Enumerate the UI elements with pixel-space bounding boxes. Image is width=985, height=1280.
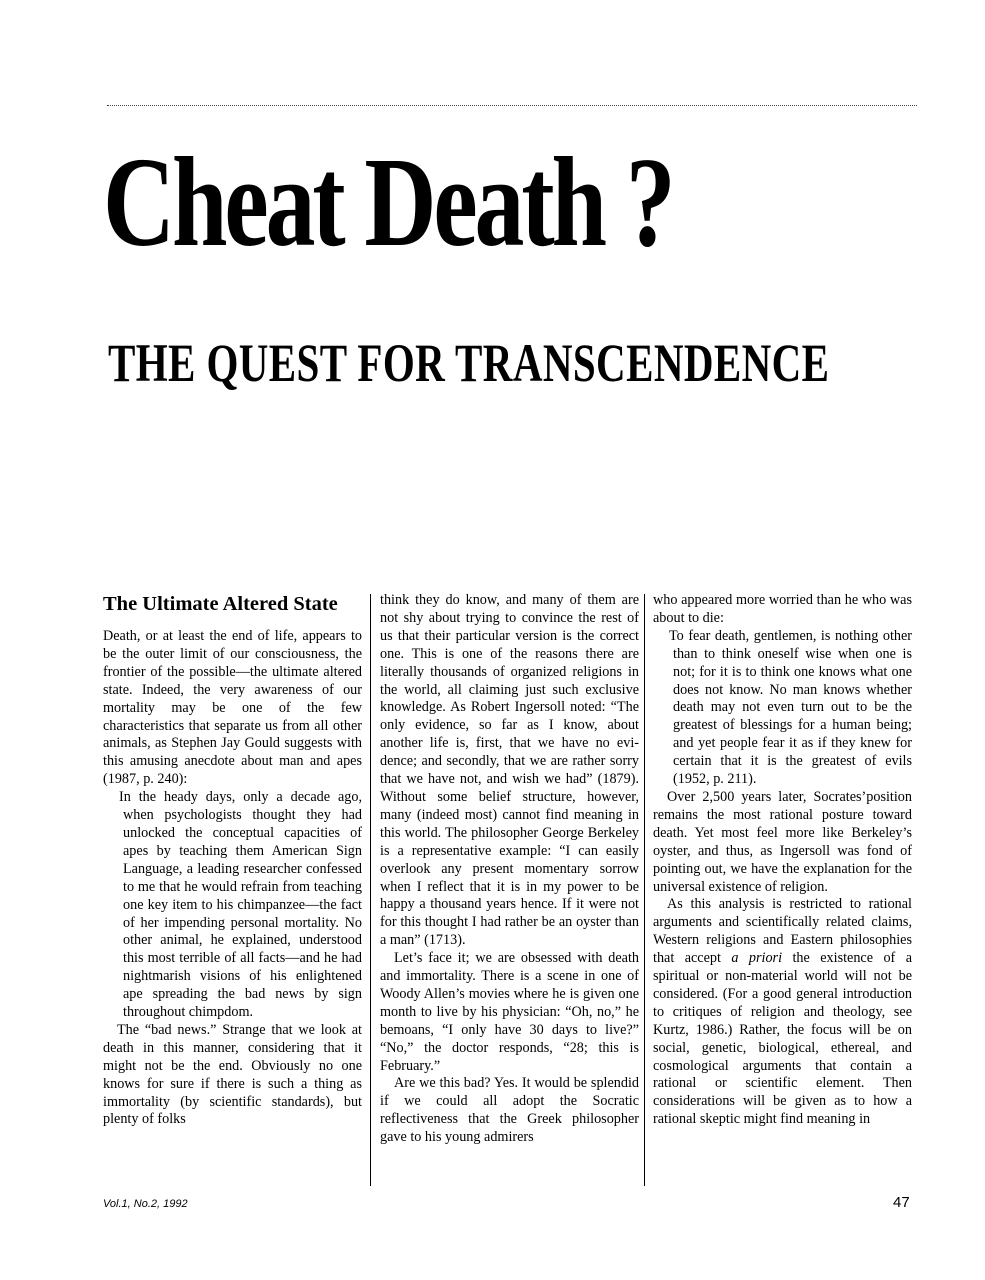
paragraph: Death, or at least the end of life, appears to be the outer limit of our consciousness, the frontier of the possible—the ultimate altered state. Indeed, the very awareness of our mortality may be one of the few characteristics that separate us from all other animals, as Stephen Jay Gould suggests with this amusing anecdote about man and apes (1987, p. 240): [103,628,362,788]
block-quote: In the heady days, only a decade ago, when psychologists thought they had unlocked the conceptual capacities of apes by teaching them American Sign Language, a leading researcher confessed to me that he would refrain from teaching one key item to his chimpanzee—the fact of her impending personal mortality. No other animal, he explained, understood this most terrible of all facts—and he had nightmarish visions of his enlightened ape spreading the bad news by sign throughout chimpdom. [119,789,362,1021]
paragraph: Let’s face it; we are obsessed with death and immortality. There is a scene in one of Woody Allen’s movies where he is given one month to live by his physician: “Oh, no,” he bemoans, “I only have 30 days to live?” “No,” the doctor responds, “28; this is February.” [380,950,639,1074]
article-title: Cheat Death ? [103,131,673,273]
paragraph: Are we this bad? Yes. It would be splendid if we could all adopt the Socratic reflectiveness that the Greek philosopher gave to his young admirers [380,1075,639,1146]
paragraph-text: the existence of a spiritual or non-material world will not be considered. (For a good general introduction to critiques of religion and theology, see Kurtz, 1986.) Rather, the focus will be on social, genetic, biological, ethereal, and cosmological arguments that contain a rational or scientific element. Then considerations will be given as to how a rational skeptic might find meaning in [653,950,913,1128]
column-2 [380,592,639,1186]
page-number: 47 [893,1194,910,1211]
top-dotted-rule [107,105,917,106]
section-heading: The Ultimate Altered State [103,593,338,615]
column-divider [644,594,645,1186]
paragraph: think they do know, and many of them are not shy about trying to convince the rest of us that their particular version is the correct one. This is one of the reasons there are literally thousands of organized religions in the world, all claiming just such exclusive knowledge. As Robert Ingersoll noted: “The only evidence, so far as I know, about another life is, first, that we have no evidence; and secondly, that we are rather sorry that we have not, and wish we had” (1879). Without some belief structure, however, many (indeed most) cannot find meaning in this world. The philosopher George Berkeley is a representative example: “I can easily overlook any present momentary sorrow when I reflect that it is in my power to be happy a thousand years hence. If it were not for this thought I had rather be an oyster than a man” (1713). [380,592,639,949]
paragraph: who appeared more worried than he who was about to die: [653,592,912,626]
paragraph-text: As this analysis is restricted to rational arguments and scientifically related claims, Western religions and Eastern philosophies that accept [653,896,912,967]
paragraph: Over 2,500 years later, Socrates’position remains the most rational posture toward death. Yet most feel more like Berkeley’s oyster, and thus, as Ingersoll was fond of pointing out, we have the explanation for the universal existence of religion. [653,788,912,895]
article-subtitle: THE QUEST FOR TRANSCENDENCE [108,333,830,393]
paragraph [653,896,912,1129]
footer-volume: Vol.1, No.2, 1992 [103,1198,188,1210]
paragraph: The “bad news.” Strange that we look at death in this manner, considering that it might not be the end. Obviously no one knows for sure if there is such a thing as immortality (by scientific standards), but plenty of folks [103,1021,362,1128]
block-quote: To fear death, gentlemen, is nothing other than to think oneself wise when one is not; for it is to think one knows what one does not know. No man knows whether death may not even turn out to be the greatest of blessings for a human being; and yet people fear it as if they knew for certain that it is the greatest of evils (1952, p. 211). [669,627,912,788]
column-divider [370,594,371,1186]
italic-term: a priori [731,950,783,967]
column-1 [103,592,362,1186]
column-3 [653,592,912,1186]
